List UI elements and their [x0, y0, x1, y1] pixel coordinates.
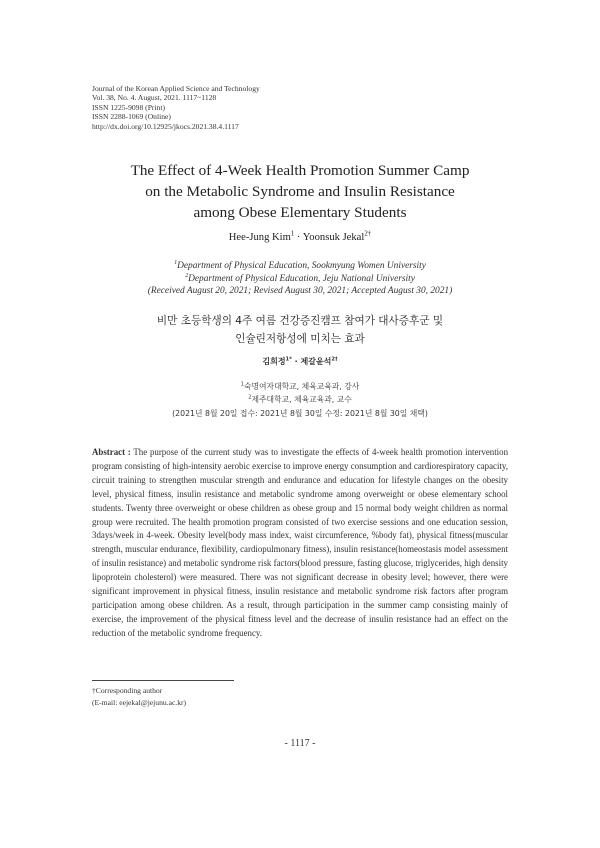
affiliation-1-text: Department of Physical Education, Sookmyung Women University	[177, 261, 426, 271]
corresponding-email: (E-mail: eejekal@jejunu.ac.kr)	[92, 697, 187, 707]
korean-title-line-1: 비만 초등학생의 4주 여름 건강증진캠프 참여가 대사증후군 및	[156, 315, 444, 327]
korean-affiliations	[0, 380, 600, 420]
author-1-sup: 1	[290, 230, 295, 238]
author-list	[0, 232, 600, 243]
title-line-2: on the Metabolic Syndrome and Insulin Resistance	[145, 183, 455, 200]
korean-received-dates: (2021년 8월 20일 접수: 2021년 8월 30일 수정: 2021년 8월 30일 채택)	[172, 408, 428, 418]
korean-author-1-sup: 1*	[285, 356, 292, 363]
dagger-mark: †	[92, 686, 96, 695]
affiliation-1	[0, 260, 600, 273]
corresponding-author-label: Corresponding author	[95, 686, 163, 695]
journal-name: Journal of the Korean Applied Science and Technology	[92, 84, 260, 93]
journal-issn-online: ISSN 2288-1069 (Online)	[92, 112, 171, 122]
affiliation-2-text: Department of Physical Education, Jeju National University	[188, 273, 415, 284]
journal-volume: Vol. 38, No. 4. August, 2021. 1117~1128	[92, 93, 217, 103]
affiliation-2-sup: 2	[185, 272, 189, 279]
author-2: Yoonsuk Jekal	[302, 232, 365, 243]
korean-author-2: 제갈윤석	[300, 357, 332, 366]
korean-author-2-sup: 2†	[331, 356, 338, 363]
abstract-label: Abstract :	[92, 447, 131, 457]
affiliation-1-sup: 1	[174, 259, 178, 266]
abstract	[92, 446, 508, 641]
author-separator: ·	[294, 232, 303, 243]
korean-affiliation-1-text: 숙명여자대학교, 체육교육과, 강사	[243, 382, 360, 391]
korean-affiliation-2	[0, 393, 600, 406]
korean-affiliation-2-sup: 2	[248, 394, 252, 401]
korean-title-line-2: 인슐린저항성에 미치는 효과	[235, 333, 365, 345]
received-dates: (Received August 20, 2021; Revised August 30, 2021; Accepted August 30, 2021)	[147, 286, 453, 297]
affiliation-2	[0, 273, 600, 286]
korean-affiliation-1	[0, 380, 600, 393]
title-line-1: The Effect of 4-Week Health Promotion Summer Camp	[130, 162, 470, 179]
journal-doi-link[interactable]: http://dx.doi.org/10.12925/jkocs.2021.38.4.1117	[92, 121, 239, 131]
journal-issn-print: ISSN 1225-9098 (Print)	[92, 102, 165, 112]
footnote	[92, 685, 186, 708]
title-line-3: among Obese Elementary Students	[193, 204, 407, 221]
paper-title	[60, 160, 540, 223]
korean-author-1: 김희정	[262, 357, 286, 366]
abstract-text: The purpose of the current study was to investigate the effects of 4-week health promotion intervention program consisting of high-intensity aerobic exercise to improve energy consumption and cardiorespiratory capacity, circuit training to strengthen muscular strength and endurance and education for lifestyle changes on the obesity level, physical fitness, insulin resistance and metabolic syndrome among overweight or obese elementary school students. Twenty three overweight or obese children as obese group and 15 normal body weight children as normal group were recruited. The health promotion program consisted of two exercise sessions and one education session, 3days/week in 4-week. Obesity level(body mass index, waist circumference, %body fat), physical fitness(muscular strength, muscular endurance, flexibility, cardiopulmonary fitness), insulin resistance(homeostasis model assessment of insulin resistance) and metabolic syndrome risk factors(blood pressure, fasting glucose, triglycerides, high density lipoprotein cholesterol) were measured. There was not significant decrease in obesity level; however, there were significant improvement in physical fitness, insulin resistance and metabolic syndrome risk factors after program participation among obese children. As a result, through participation in the summer camp consisting mainly of exercise, the improvement of the physical fitness level and the decrease of insulin resistance had an effect on the reduction of the metabolic syndrome frequency.	[92, 447, 509, 638]
korean-author-separator: ·	[291, 357, 301, 366]
korean-affiliation-2-text: 제주대학교, 체육교육과, 교수	[251, 395, 352, 405]
author-2-sup: 2†	[364, 230, 372, 238]
korean-author-list	[0, 356, 600, 367]
korean-title	[0, 312, 600, 348]
korean-affiliation-1-sup: 1	[240, 381, 244, 388]
author-1: Hee-Jung Kim	[228, 232, 291, 243]
page-number: - 1117 -	[284, 738, 316, 749]
affiliations	[0, 260, 600, 298]
footnote-divider	[92, 680, 234, 681]
journal-info	[92, 84, 260, 131]
